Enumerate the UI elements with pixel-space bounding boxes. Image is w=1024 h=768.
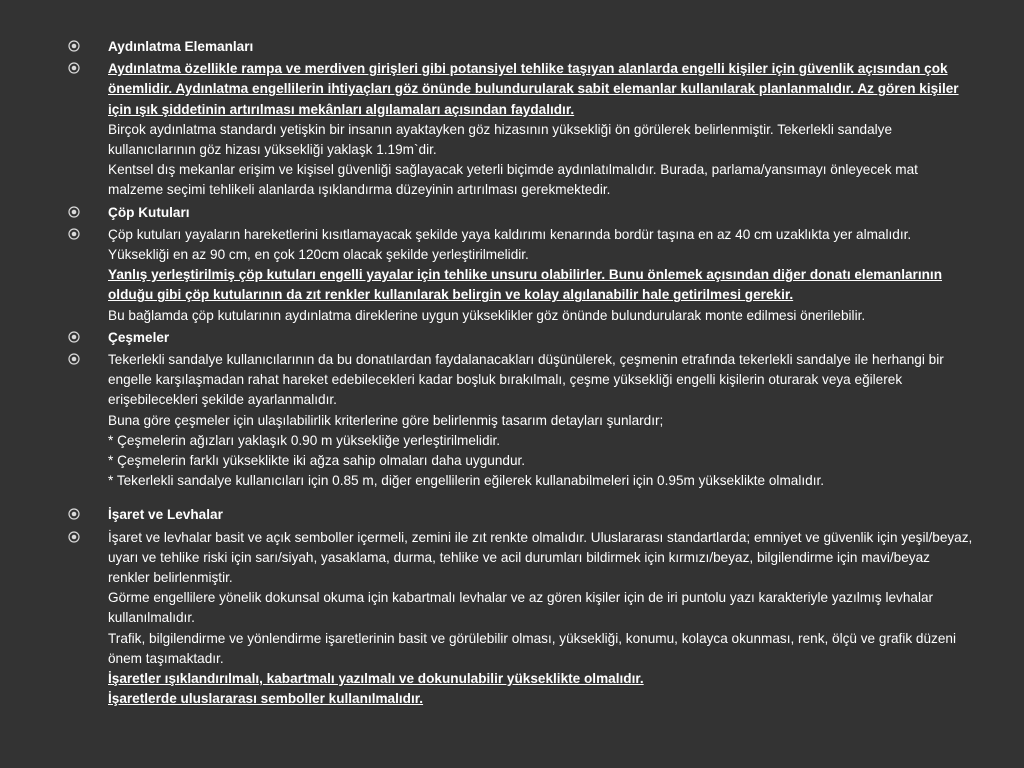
blank-line bbox=[108, 491, 973, 503]
paragraph-emphasis: Aydınlatma özellikle rampa ve merdiven girişleri gibi potansiyel tehlike taşıyan alanlarda engelli kişiler için güvenlik açısından çok önemlidir. Aydınlatma engellilerin ihtiyaçları göz önünde bulundurularak sabit elemanlar kullanılarak planlanmalıdır. Az gören kişiler için ışık şiddetinin artırılması mekânları algılamaları açısından faydalıdır. bbox=[108, 61, 959, 117]
section-body-cop-kutulari bbox=[68, 225, 973, 326]
section-heading-text: Çöp Kutuları bbox=[108, 204, 190, 220]
section-body-aydinlatma bbox=[68, 59, 973, 200]
section-heading-text: İşaret ve Levhalar bbox=[108, 507, 223, 523]
paragraph: Buna göre çeşmeler için ulaşılabilirlik kriterlerine göre belirlenmiş tasarım detayları şunlardır; bbox=[108, 412, 664, 428]
paragraph-emphasis: İşaretlerde uluslararası semboller kullanılmalıdır. bbox=[108, 691, 424, 707]
paragraph-emphasis: Yanlış yerleştirilmiş çöp kutuları engelli yayalar için tehlike unsuru olabilirler. Bunu önlemek açısından diğer donatı elemanlarının olduğu gibi çöp kutularının da zıt renkler kullanılarak belirgin ve kolay algılanabilir hale getirilmesi gerekir. bbox=[108, 267, 943, 303]
section-body-cesmeler bbox=[68, 350, 973, 503]
section-heading-aydinlatma bbox=[68, 37, 973, 57]
paragraph: Çöp kutuları yayaların hareketlerini kısıtlamayacak şekilde yaya kaldırımı kenarında bordür taşına en az 40 cm uzaklıkta yer almalıdır. Yüksekliği en az 90 cm, en çok 120cm olacak şekilde yerleştirilmelidir. bbox=[108, 226, 912, 263]
paragraph-emphasis: İşaretler ışıklandırılmalı, kabartmalı yazılmalı ve dokunulabilir yükseklikte olmalıdır. bbox=[108, 671, 644, 687]
list-line: * Tekerlekli sandalye kullanıcıları için 0.85 m, diğer engellilerin eğilerek kullanabilmeleri için 0.95m yükseklikte olmalıdır. bbox=[108, 473, 825, 489]
section-heading-text: Çeşmeler bbox=[108, 329, 170, 345]
circle-target-icon bbox=[68, 353, 80, 365]
circle-target-icon bbox=[68, 508, 80, 520]
circle-target-icon bbox=[68, 531, 80, 543]
paragraph: Görme engellilere yönelik dokunsal okuma için kabartmalı levhalar ve az gören kişiler için de iri puntolu yazı karakteriyle yazılmış levhalar kullanılmalıdır. bbox=[108, 590, 934, 626]
paragraph: Trafik, bilgilendirme ve yönlendirme işaretlerinin basit ve görülebilir olması, yüksekliği, konumu, kolayca okunması, renk, ölçü ve grafik düzeni önem taşımaktadır. bbox=[108, 630, 956, 666]
section-heading-cesmeler bbox=[68, 328, 973, 348]
section-heading-isaret-levhalar bbox=[68, 505, 973, 525]
section-heading-text: Aydınlatma Elemanları bbox=[108, 39, 254, 54]
list-line: * Çeşmelerin farklı yükseklikte iki ağza sahip olmaları daha uygundur. bbox=[108, 453, 526, 469]
circle-target-icon bbox=[68, 62, 80, 74]
circle-target-icon bbox=[68, 228, 80, 240]
paragraph: Birçok aydınlatma standardı yetişkin bir insanın ayaktayken göz hizasının yüksekliği ön görülerek belirlenmiştir. Tekerlekli sandalye kullanıcılarının göz hizası yüksekliği yaklaşk 1.19m`dir. bbox=[108, 121, 893, 158]
paragraph: Tekerlekli sandalye kullanıcılarının da bu donatılardan faydalanacakları düşünülerek, çeşmenin etrafında tekerlekli sandalye ile herhangi bir engelle karşılaşmadan rahat hareket edebilecekleri kadar boşluk bırakılmalı, çeşme yüksekliği engelli kişilerin oturarak veya eğilerek erişebilecekleri şekilde ayarlanmalıdır. bbox=[108, 352, 944, 408]
paragraph: Bu bağlamda çöp kutularının aydınlatma direklerine uygun yükseklikler göz önünde bulundurularak monte edilmesi önerilebilir. bbox=[108, 307, 866, 323]
section-body-isaret-levhalar bbox=[68, 528, 973, 710]
circle-target-icon bbox=[68, 40, 80, 52]
paragraph: İşaret ve levhalar basit ve açık semboller içermeli, zemini ile zıt renkte olmalıdır. Uluslararası standartlarda; emniyet ve güvenlik için yeşil/beyaz, uyarı ve tehlike riski için sarı/siyah, yasaklama, durma, tehlike ve acil durumları bildirmek için kırmızı/beyaz, bilgilendirme için mavi/beyaz renkler belirlenmiştir. bbox=[108, 529, 973, 586]
circle-target-icon bbox=[68, 206, 80, 218]
section-heading-cop-kutulari bbox=[68, 203, 973, 223]
bullet-list bbox=[68, 37, 973, 712]
paragraph: Kentsel dış mekanlar erişim ve kişisel güvenliği sağlayacak yeterli biçimde aydınlatılmalıdır. Burada, parlama/yansımayı önleyecek mat malzeme seçimi tehlikeli alanlarda ışıklandırma düzeyinin artırılması gerekmektedir. bbox=[108, 162, 918, 198]
circle-target-icon bbox=[68, 331, 80, 343]
list-line: * Çeşmelerin ağızları yaklaşık 0.90 m yüksekliğe yerleştirilmelidir. bbox=[108, 432, 501, 448]
